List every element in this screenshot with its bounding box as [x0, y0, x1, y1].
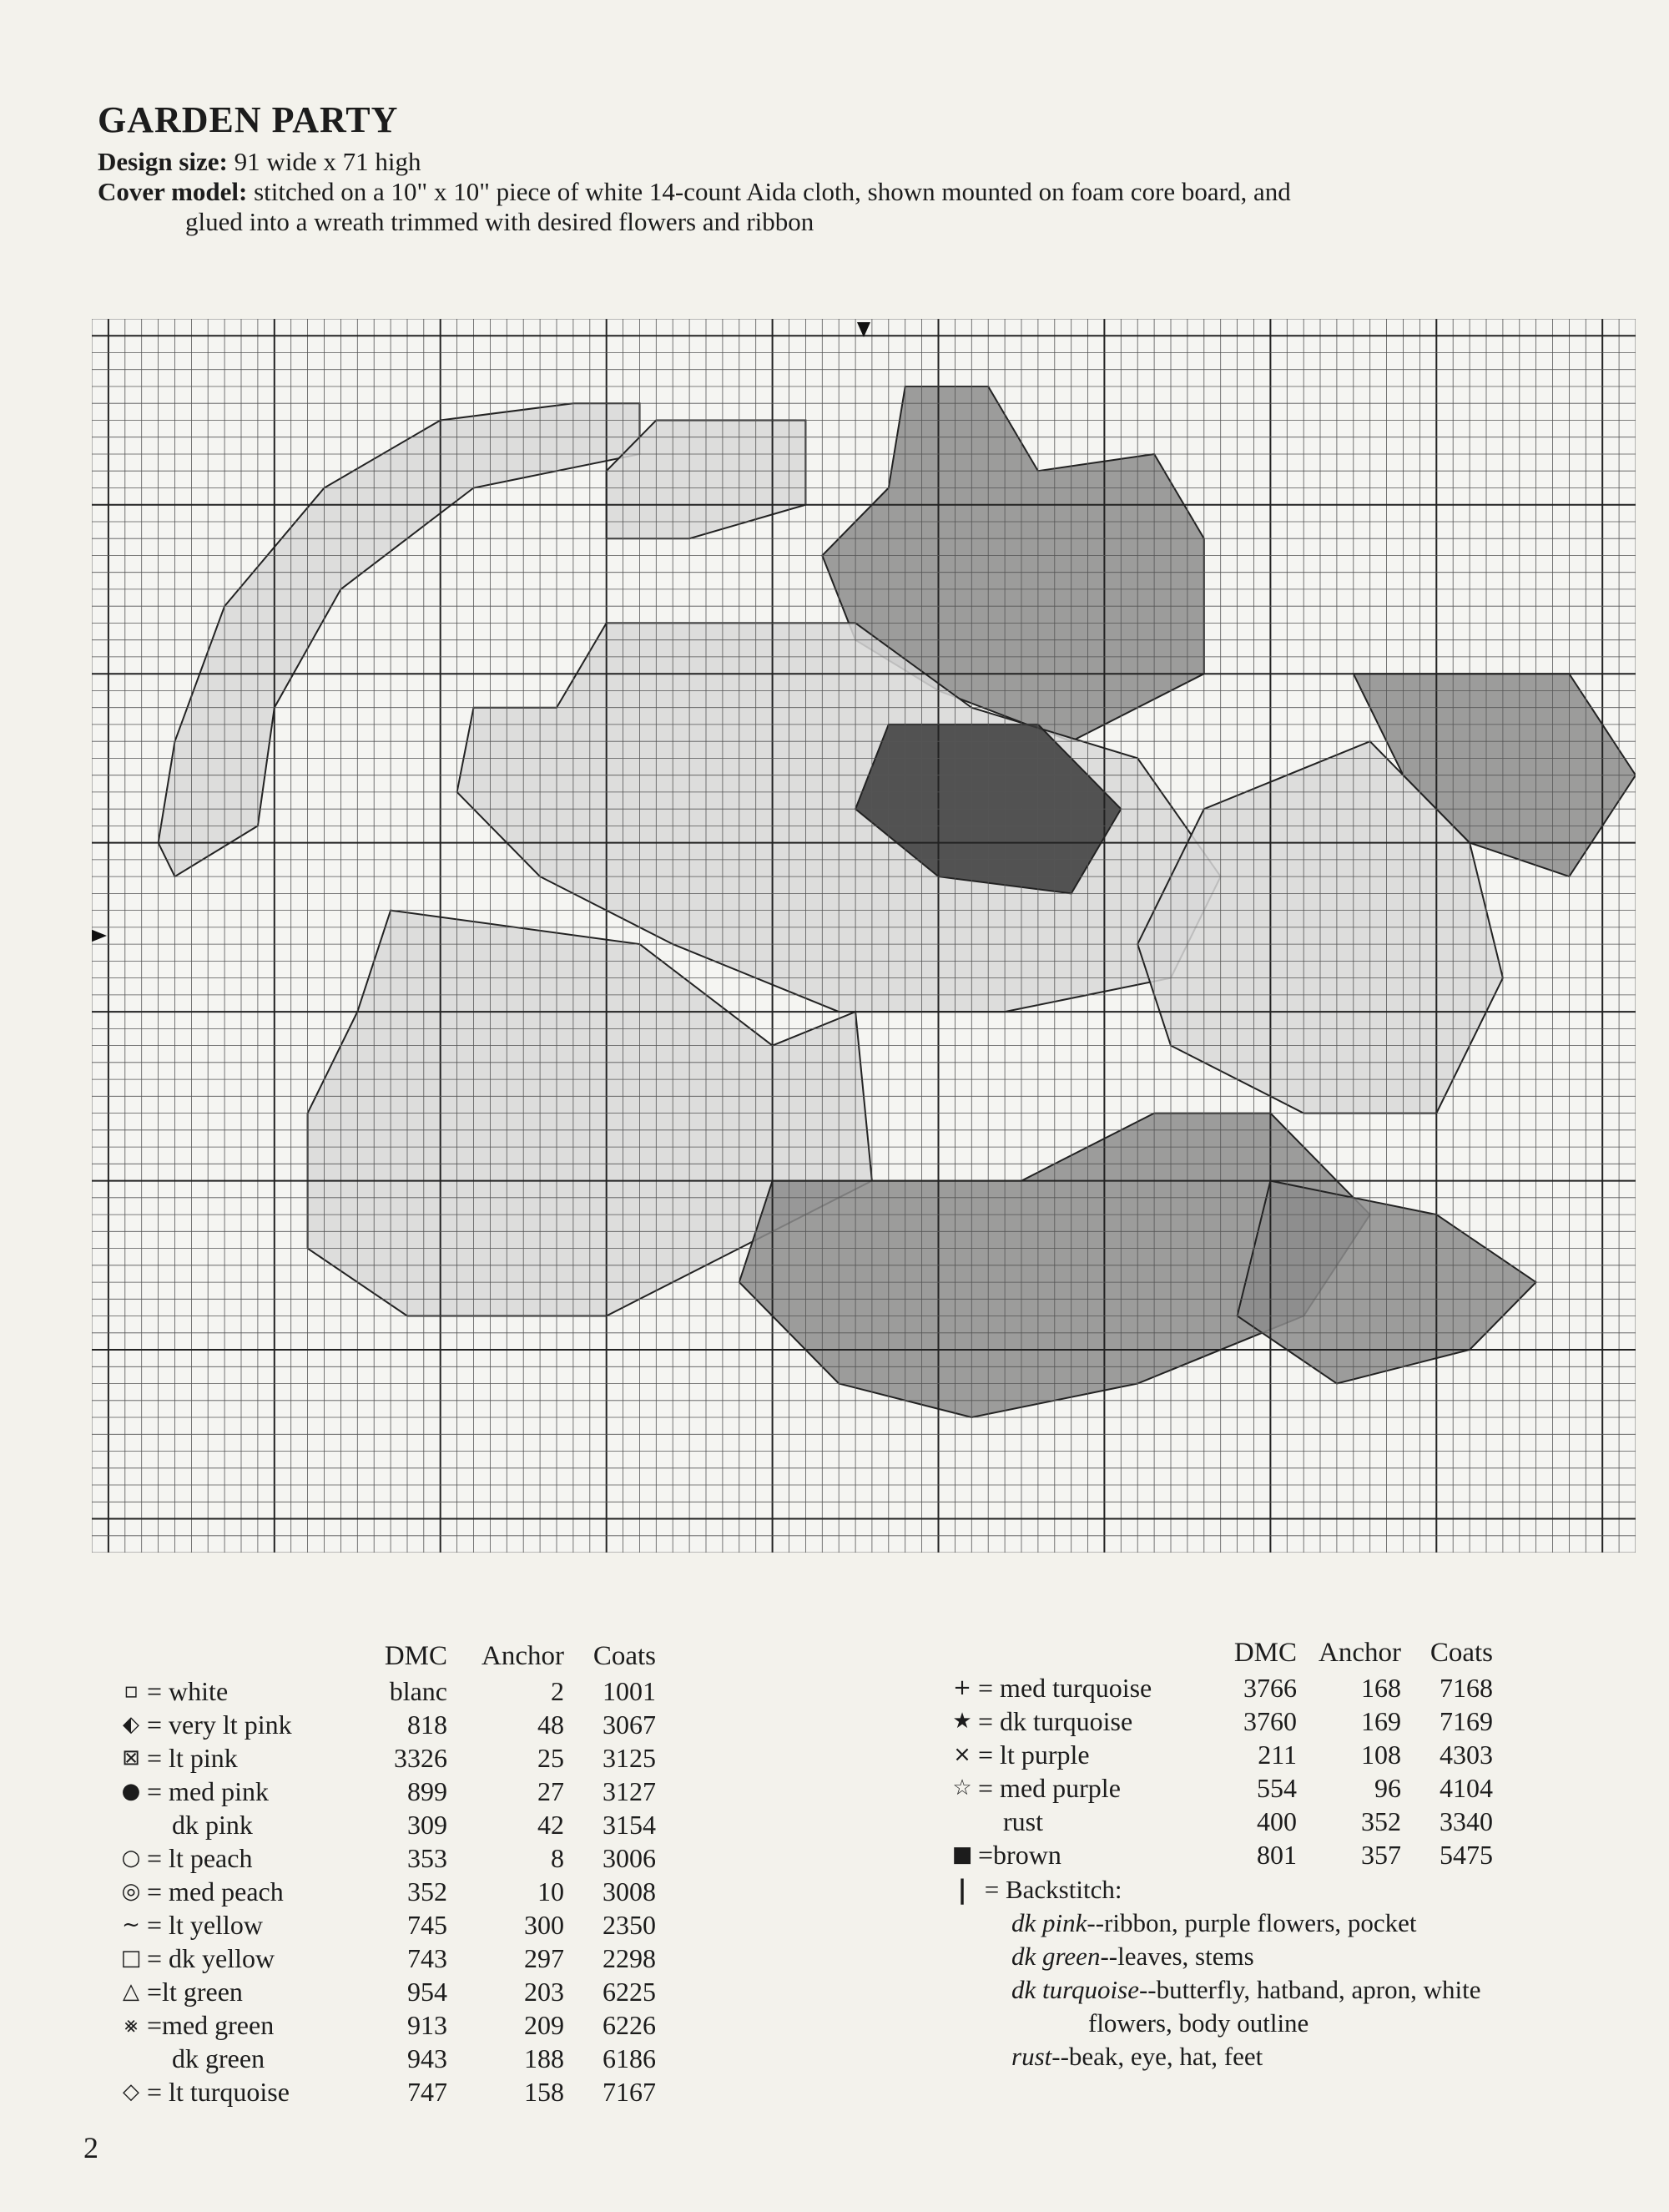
dmc-number: blanc [389, 1675, 447, 1706]
cover-model-text-2: glued into a wreath trimmed with desired flowers and ribbon [185, 207, 814, 236]
anchor-number: 2 [551, 1675, 564, 1706]
tilde-icon: ~ [122, 1912, 140, 1937]
legend-row [115, 1841, 656, 1875]
coats-number: 3340 [1440, 1805, 1493, 1836]
coats-number: 4303 [1440, 1739, 1493, 1770]
anchor-number: 203 [524, 1976, 564, 2007]
backstitch-line [1011, 2008, 1480, 2042]
dmc-number: 745 [407, 1909, 447, 1940]
legend-row [115, 1975, 656, 2008]
color-name: dk green [172, 2043, 265, 2073]
design-size-value: 91 wide x 71 high [234, 147, 421, 176]
boxed-x-icon: ⊠ [122, 1745, 140, 1770]
dmc-number: 3326 [394, 1742, 447, 1773]
backstitch-color: dk green [1011, 1942, 1101, 1971]
color-name: = med peach [147, 1876, 284, 1906]
color-name: = med turquoise [978, 1672, 1152, 1703]
backstitch-text: --butterfly, hatband, apron, white [1138, 1975, 1481, 2004]
bullseye-icon: ◎ [121, 1879, 141, 1904]
legend-row [946, 1805, 1493, 1838]
color-name: = lt peach [147, 1842, 253, 1873]
hatched-x-icon: ⨳ [124, 2012, 139, 2038]
anchor-header: Anchor [482, 1640, 564, 1671]
backstitch-label: = Backstitch: [984, 1875, 1122, 1904]
legend-row [115, 1674, 656, 1708]
dmc-number: 954 [407, 1976, 447, 2007]
cross-icon: × [953, 1742, 971, 1767]
coats-number: 6226 [603, 2009, 656, 2040]
anchor-number: 158 [524, 2076, 564, 2107]
design-size-label: Design size: [98, 147, 228, 176]
dmc-number: 309 [407, 1809, 447, 1840]
anchor-number: 188 [524, 2043, 564, 2073]
coats-header-right: Coats [1429, 1637, 1493, 1668]
filled-star-icon: ★ [952, 1709, 972, 1734]
anchor-number: 25 [537, 1742, 564, 1773]
legend-row [115, 1708, 656, 1741]
dmc-number: 211 [1258, 1739, 1297, 1770]
color-name: = dk turquoise [978, 1705, 1133, 1736]
coats-number: 7168 [1440, 1672, 1493, 1703]
coats-number: 2298 [603, 1942, 656, 1973]
legend-row [946, 1738, 1493, 1771]
backstitch-heading [946, 1875, 1480, 1908]
diamond-dot-icon: ⬖ [123, 1712, 139, 1737]
anchor-number: 108 [1361, 1739, 1401, 1770]
page-number: 2 [83, 2131, 98, 2164]
anchor-number: 96 [1374, 1772, 1401, 1803]
dmc-header: DMC [384, 1640, 447, 1671]
anchor-number: 357 [1361, 1839, 1401, 1870]
coats-number: 7169 [1440, 1705, 1493, 1736]
dmc-number: 3760 [1243, 1705, 1297, 1736]
open-square-icon: □ [120, 1946, 142, 1971]
dmc-number: 818 [407, 1709, 447, 1740]
dmc-number: 554 [1257, 1772, 1297, 1803]
dmc-number: 3766 [1243, 1672, 1297, 1703]
open-triangle-icon: △ [123, 1979, 139, 2004]
dmc-number: 352 [407, 1876, 447, 1906]
anchor-number: 169 [1361, 1705, 1401, 1736]
backstitch-text: --beak, eye, hat, feet [1051, 2042, 1263, 2071]
anchor-number: 8 [551, 1842, 564, 1873]
no-symbol [946, 1805, 978, 1838]
dmc-number: 400 [1257, 1805, 1297, 1836]
filled-circle-icon: ● [121, 1779, 141, 1804]
coats-number: 3008 [603, 1876, 656, 1906]
legend-row [946, 1671, 1493, 1704]
color-name: = very lt pink [147, 1709, 292, 1740]
anchor-number: 297 [524, 1942, 564, 1973]
anchor-number: 42 [537, 1809, 564, 1840]
color-name: =brown [978, 1839, 1061, 1870]
color-name: = lt turquoise [147, 2076, 290, 2107]
dmc-number: 743 [407, 1942, 447, 1973]
coats-number: 6186 [603, 2043, 656, 2073]
coats-number: 3067 [603, 1709, 656, 1740]
anchor-number: 300 [524, 1909, 564, 1940]
color-name: = white [147, 1675, 229, 1706]
no-symbol [115, 1808, 147, 1841]
color-name: rust [1003, 1805, 1043, 1836]
dmc-number: 943 [407, 2043, 447, 2073]
legend-row [115, 1875, 656, 1908]
cover-model-text-1: stitched on a 10" x 10" piece of white 14-count Aida cloth, shown mounted on foam core board, and [254, 177, 1291, 206]
color-name: = lt purple [978, 1739, 1090, 1770]
coats-number: 5475 [1440, 1839, 1493, 1870]
legend-row [946, 1838, 1493, 1871]
plus-icon: + [953, 1675, 971, 1700]
dmc-number: 899 [407, 1775, 447, 1806]
coats-number: 3154 [603, 1809, 656, 1840]
backstitch-text: --ribbon, purple flowers, pocket [1087, 1908, 1417, 1937]
anchor-number: 27 [537, 1775, 564, 1806]
legend-right-header [946, 1634, 1493, 1671]
anchor-header-right: Anchor [1319, 1637, 1401, 1668]
backstitch-line [1011, 2042, 1480, 2075]
coats-number: 3125 [603, 1742, 656, 1773]
dmc-number: 801 [1257, 1839, 1297, 1870]
dmc-number: 353 [407, 1842, 447, 1873]
dmc-number: 747 [407, 2076, 447, 2107]
color-name: = dk yellow [147, 1942, 275, 1973]
small-square-icon: ▫ [124, 1679, 139, 1704]
legend-left-header [115, 1638, 656, 1674]
backstitch-line [1011, 1908, 1480, 1942]
coats-number: 6225 [603, 1976, 656, 2007]
legend-row [946, 1704, 1493, 1738]
anchor-number: 209 [524, 2009, 564, 2040]
backstitch-line [1011, 1975, 1480, 2008]
open-circle-icon: ○ [121, 1846, 141, 1871]
legend-right [946, 1634, 1493, 1871]
cover-model-line [98, 177, 1650, 237]
dmc-number: 913 [407, 2009, 447, 2040]
legend-row [115, 2075, 656, 2108]
legend-left [115, 1638, 656, 2108]
legend-row [115, 1741, 656, 1775]
backstitch-symbol: | [957, 1875, 967, 1905]
coats-header: Coats [592, 1640, 656, 1671]
color-name: dk pink [172, 1809, 253, 1840]
legend-row [946, 1771, 1493, 1805]
color-name: = lt pink [147, 1742, 238, 1773]
legend-row [115, 1775, 656, 1808]
backstitch-text: --leaves, stems [1100, 1942, 1254, 1971]
color-name: = med purple [978, 1772, 1121, 1803]
chart-grid-svg [92, 319, 1636, 1553]
backstitch-block [946, 1875, 1480, 2075]
backstitch-text: flowers, body outline [1088, 2008, 1309, 2038]
dmc-header-right: DMC [1233, 1637, 1297, 1668]
coats-number: 1001 [603, 1675, 656, 1706]
cover-model-label: Cover model: [98, 177, 248, 206]
backstitch-line [1011, 1942, 1480, 1975]
filled-square-icon: ■ [951, 1842, 973, 1867]
color-name: = lt yellow [147, 1909, 263, 1940]
design-size-line [98, 147, 421, 177]
anchor-number: 352 [1361, 1805, 1401, 1836]
anchor-number: 10 [537, 1876, 564, 1906]
legend-row [115, 1908, 656, 1942]
coats-number: 4104 [1440, 1772, 1493, 1803]
anchor-number: 48 [537, 1709, 564, 1740]
open-diamond-icon: ◇ [123, 2079, 139, 2104]
coats-number: 2350 [603, 1909, 656, 1940]
open-star-icon: ☆ [952, 1775, 972, 1800]
pattern-title: GARDEN PARTY [98, 99, 399, 140]
coats-number: 7167 [603, 2076, 656, 2107]
legend-row [115, 1942, 656, 1975]
backstitch-color: dk pink [1011, 1908, 1087, 1937]
no-symbol [115, 2042, 147, 2075]
cross-stitch-chart [92, 319, 1636, 1553]
coats-number: 3006 [603, 1842, 656, 1873]
anchor-number: 168 [1361, 1672, 1401, 1703]
backstitch-color: dk turquoise [1011, 1975, 1139, 2004]
coats-number: 3127 [603, 1775, 656, 1806]
backstitch-color: rust [1011, 2042, 1052, 2071]
color-name: = med pink [147, 1775, 270, 1806]
legend-row [115, 1808, 656, 1841]
color-name: =med green [147, 2009, 275, 2040]
legend-row [115, 2042, 656, 2075]
color-name: =lt green [147, 1976, 243, 2007]
legend-row [115, 2008, 656, 2042]
